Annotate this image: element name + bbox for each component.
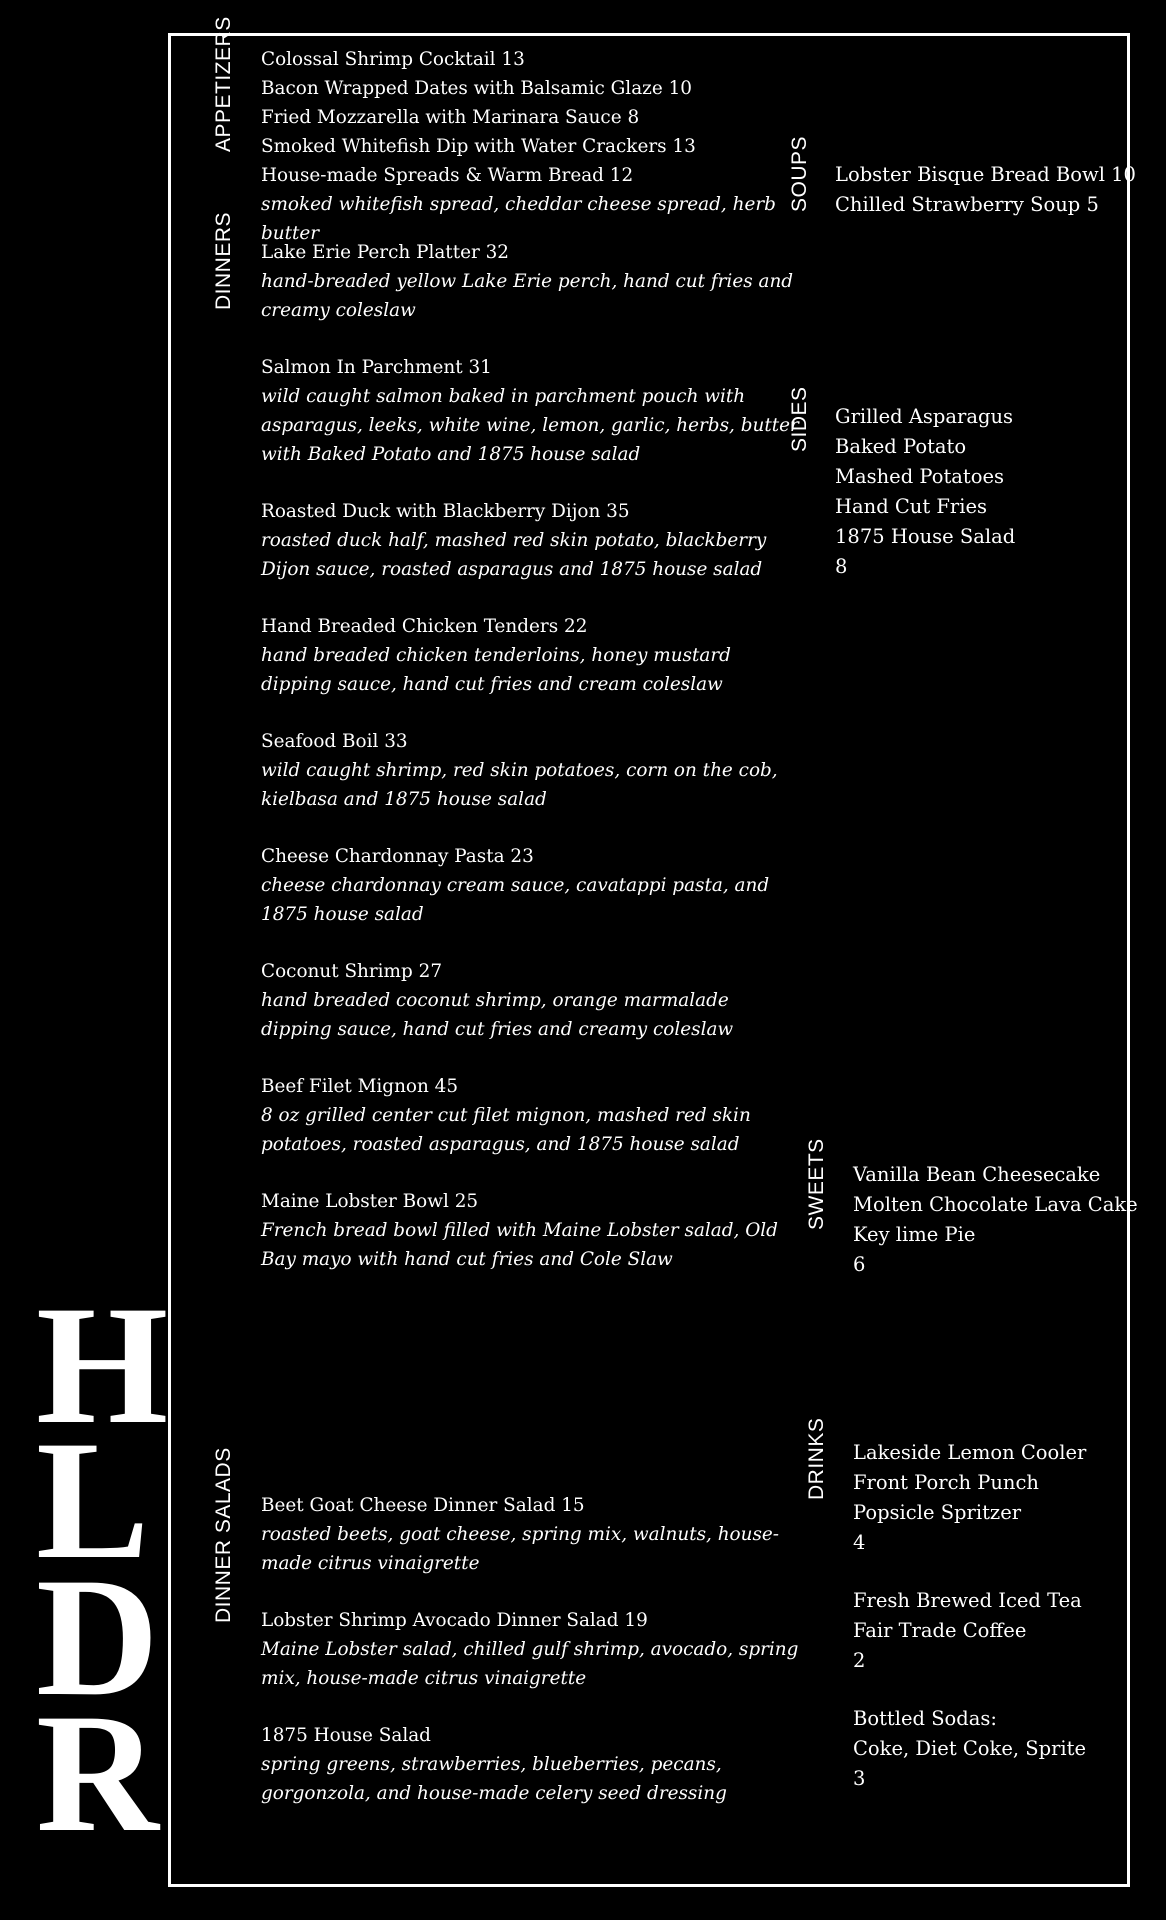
- menu-item: 1875 House Salad: [835, 525, 1016, 548]
- section-price: 3: [853, 1767, 866, 1790]
- menu-item: [261, 1606, 801, 1693]
- section-label-soups: SOUPS: [788, 135, 811, 212]
- menu-item-description: cheese chardonnay cream sauce, cavatappi pasta, and 1875 house salad: [261, 875, 770, 925]
- section-label-appetizers: APPETIZERS: [212, 16, 235, 152]
- menu-item-description: hand breaded coconut shrimp, orange marmalade dipping sauce, hand cut fries and creamy coleslaw: [261, 990, 734, 1040]
- menu-item: [261, 1721, 801, 1808]
- section-price: 8: [835, 555, 848, 578]
- menu-item-description: hand-breaded yellow Lake Erie perch, hand cut fries and creamy coleslaw: [261, 271, 794, 321]
- menu-item: Fresh Brewed Iced Tea: [853, 1589, 1082, 1612]
- menu-item: Key lime Pie: [853, 1223, 976, 1246]
- menu-item: House-made Spreads & Warm Bread 12: [261, 165, 634, 186]
- menu-item: [261, 842, 801, 929]
- menu-item: Hand Cut Fries: [835, 495, 988, 518]
- appetizers-list: [261, 45, 791, 248]
- menu-item: [261, 238, 801, 325]
- menu-item: [261, 612, 801, 699]
- menu-item-description: wild caught salmon baked in parchment pouch with asparagus, leeks, white wine, lemon, garlic, herbs, butter with Baked Potato and 1875 house salad: [261, 386, 799, 465]
- section-label-sides: SIDES: [788, 386, 811, 452]
- menu-item: Bacon Wrapped Dates with Balsamic Glaze 10: [261, 78, 692, 99]
- drinks-list: [853, 1438, 1123, 1822]
- dinners-list: [261, 238, 801, 1302]
- sides-list: [835, 402, 1115, 582]
- menu-item: [261, 497, 801, 584]
- menu-item-title: Hand Breaded Chicken Tenders 22: [261, 616, 588, 637]
- menu-item: [261, 957, 801, 1044]
- menu-item: Chilled Strawberry Soup 5: [835, 193, 1099, 216]
- menu-item: Bottled Sodas:: [853, 1707, 997, 1730]
- menu-item-title: Beet Goat Cheese Dinner Salad 15: [261, 1495, 585, 1516]
- menu-item-title: Lake Erie Perch Platter 32: [261, 242, 510, 263]
- menu-item: Colossal Shrimp Cocktail 13: [261, 49, 525, 70]
- menu-item-description: roasted beets, goat cheese, spring mix, walnuts, house-made citrus vinaigrette: [261, 1524, 780, 1574]
- sweets-list: [853, 1160, 1138, 1280]
- menu-item-title: 1875 House Salad: [261, 1725, 431, 1746]
- section-label-dinners: DINNERS: [212, 211, 235, 310]
- menu-item-description: hand breaded chicken tenderloins, honey mustard dipping sauce, hand cut fries and cream coleslaw: [261, 645, 731, 695]
- brand-letter-d: D: [36, 1543, 159, 1731]
- dinner-salads-list: [261, 1491, 801, 1836]
- menu-item: [261, 1187, 801, 1274]
- menu-item: Lobster Bisque Bread Bowl 10: [835, 163, 1136, 186]
- menu-item-title: Cheese Chardonnay Pasta 23: [261, 846, 534, 867]
- drinks-group: [853, 1704, 1123, 1794]
- menu-item: [261, 727, 801, 814]
- menu-item-title: Seafood Boil 33: [261, 731, 408, 752]
- menu-item: [261, 1491, 801, 1578]
- menu-item-description: 8 oz grilled center cut filet mignon, mashed red skin potatoes, roasted asparagus, and 1875 house salad: [261, 1105, 751, 1155]
- menu-item: Popsicle Spritzer: [853, 1501, 1022, 1524]
- section-label-drinks: DRINKS: [805, 1417, 828, 1500]
- menu-item-title: Roasted Duck with Blackberry Dijon 35: [261, 501, 630, 522]
- menu-item-description: spring greens, strawberries, blueberries, pecans, gorgonzola, and house-made celery seed dressing: [261, 1754, 727, 1804]
- drinks-group: [853, 1586, 1123, 1676]
- menu-item: Smoked Whitefish Dip with Water Crackers 13: [261, 136, 696, 157]
- section-price: 4: [853, 1531, 866, 1554]
- menu-item-description: smoked whitefish spread, cheddar cheese spread, herb butter: [261, 194, 776, 244]
- menu-item-description: Maine Lobster salad, chilled gulf shrimp, avocado, spring mix, house-made citrus vinaigrette: [261, 1639, 799, 1689]
- section-label-sweets: SWEETS: [805, 1138, 828, 1230]
- brand-letter-l: L: [36, 1406, 150, 1594]
- menu-item: [261, 1072, 801, 1159]
- menu-item-title: Lobster Shrimp Avocado Dinner Salad 19: [261, 1610, 648, 1631]
- brand-letter-r: R: [36, 1679, 159, 1867]
- menu-item: Lakeside Lemon Cooler: [853, 1441, 1087, 1464]
- menu-item: Coke, Diet Coke, Sprite: [853, 1737, 1087, 1760]
- brand-letter-h: H: [36, 1271, 169, 1459]
- menu-item: Molten Chocolate Lava Cake: [853, 1193, 1138, 1216]
- section-price: 2: [853, 1649, 866, 1672]
- menu-item: Mashed Potatoes: [835, 465, 1005, 488]
- menu-item-description: French bread bowl filled with Maine Lobster salad, Old Bay mayo with hand cut fries and Cole Slaw: [261, 1220, 778, 1270]
- menu-item: Fair Trade Coffee: [853, 1619, 1027, 1642]
- menu-item-title: Beef Filet Mignon 45: [261, 1076, 459, 1097]
- menu-item-description: wild caught shrimp, red skin potatoes, corn on the cob, kielbasa and 1875 house salad: [261, 760, 778, 810]
- menu-item: Front Porch Punch: [853, 1471, 1039, 1494]
- menu-item: Baked Potato: [835, 435, 967, 458]
- section-price: 6: [853, 1253, 866, 1276]
- menu-item-title: Salmon In Parchment 31: [261, 357, 492, 378]
- menu-item: [261, 353, 801, 469]
- menu-item-title: Coconut Shrimp 27: [261, 961, 443, 982]
- menu-item: Fried Mozzarella with Marinara Sauce 8: [261, 107, 640, 128]
- soups-list: [835, 160, 1136, 220]
- drinks-group: [853, 1438, 1123, 1558]
- menu-item-title: Maine Lobster Bowl 25: [261, 1191, 479, 1212]
- menu-item: Grilled Asparagus: [835, 405, 1014, 428]
- menu-item-description: roasted duck half, mashed red skin potato, blackberry Dijon sauce, roasted asparagus and 1875 house salad: [261, 530, 767, 580]
- menu-item: Vanilla Bean Cheesecake: [853, 1163, 1101, 1186]
- section-label-dinner-salads: DINNER SALADS: [212, 1447, 235, 1623]
